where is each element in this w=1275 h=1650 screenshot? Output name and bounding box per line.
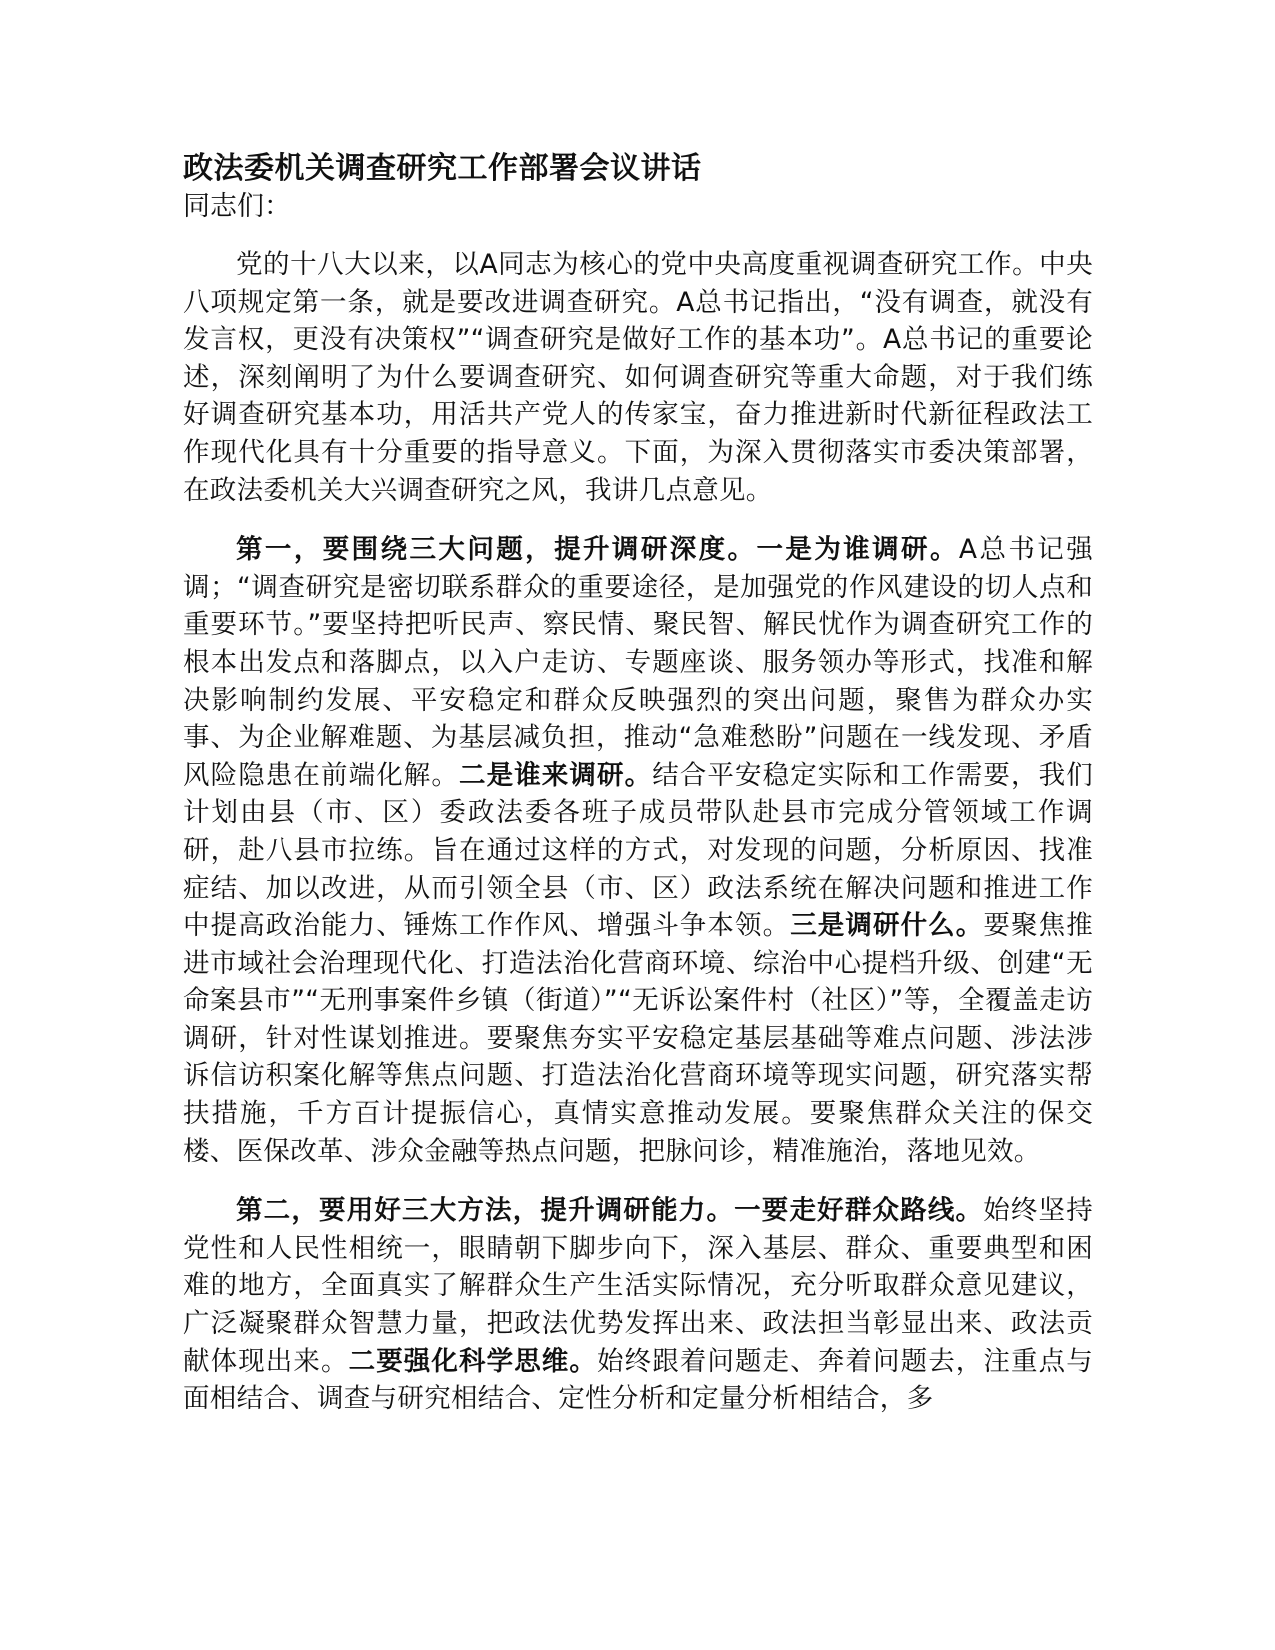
subpoint-heading: 三是调研什么。 [790, 910, 984, 942]
subpoint-heading: 二要强化科学思维。 [348, 1345, 598, 1377]
section-heading-second: 第二，要用好三大方法，提升调研能力。 [236, 1195, 735, 1227]
paragraph-intro-text: 党的十八大以来，以A同志为核心的党中央高度重视调查研究工作。中央八项规定第一条，就是要改进调查研究。A总书记指出，“没有调查，就没有发言权，更没有决策权”“调查研究是做好工作的基本功”。A总书记的重要论述，深刻阐明了为什么要调查研究、如何调查研究等重大命题，对于我们练好调查研究基本功，用活共产党人的传家宝，奋力推进新时代新征程政法工作现代化具有十分重要的指导意义。下面，为深入贯彻落实市委决策部署，在政法委机关大兴调查研究之风，我讲几点意见。 [183, 249, 1093, 506]
subpoint-text: 始终跟着问题走、奔着问题去，注重点与面相结合、调查与研究相结合、定性分析和定量分析相结合，多 [183, 1345, 1094, 1415]
subpoint-text: 结合平安稳定实际和工作需要，我们计划由县（市、区）委政法委各班子成员带队赴县市完成分管领域工作调研，赴八县市拉练。旨在通过这样的方式，对发现的问题，分析原因、找准症结、加以改进，从而引领全县（市、区）政法系统在解决问题和推进工作中提高政治能力、锤炼工作作风、增强斗争本领。 [183, 759, 1093, 942]
subpoint-heading: 一是为谁调研。 [756, 534, 959, 566]
greeting: 同志们： [183, 191, 291, 222]
document-title: 政法委机关调查研究工作部署会议讲话 [183, 151, 702, 186]
subpoint-text: 要聚焦推进市域社会治理现代化、打造法治化营商环境、综治中心提档升级、创建“无命案县市”“无刑事案件乡镇（街道）”“无诉讼案件村（社区）”等，全覆盖走访调研，针对性谋划推进。要聚焦夯实平安稳定基层基础等难点问题、涉法涉诉信访积案化解等焦点问题、打造法治化营商环境等现实问题，研究落实帮扶措施，千方百计提振信心，真情实意推动发展。要聚焦群众关注的保交楼、医保改革、涉众金融等热点问题，把脉问诊，精准施治，落地见效。 [183, 910, 1093, 1167]
paragraph-first-point [183, 531, 1093, 1170]
paragraph-intro [183, 246, 1093, 509]
document-page [183, 150, 1093, 1440]
subpoint-heading: 二是谁来调研。 [459, 759, 653, 791]
subpoint-text: A总书记强调；“调查研究是密切联系群众的重要途径，是加强党的作风建设的切人点和重要环节。”要坚持把听民声、察民情、聚民智、解民忧作为调查研究工作的根本出发点和落脚点，以入户走访、专题座谈、服务领办等形式，找准和解决影响制约发展、平安稳定和群众反映强烈的突出问题，聚售为群众办实事、为企业解难题、为基层减负担，推动“急难愁盼”问题在一线发现、矛盾风险隐患在前端化解。 [183, 534, 1093, 791]
subpoint-heading: 一要走好群众路线。 [734, 1195, 984, 1227]
section-heading-first: 第一，要围绕三大问题，提升调研深度。 [236, 534, 757, 566]
paragraph-second-point [183, 1192, 1093, 1418]
subpoint-text: 始终坚持党性和人民性相统一，眼睛朝下脚步向下，深入基层、群众、重要典型和困难的地方，全面真实了解群众生产生活实际情况，充分听取群众意见建议，广泛凝聚群众智慧力量，把政法优势发挥出来、政法担当彰显出来、政法贡献体现出来。 [183, 1195, 1094, 1377]
